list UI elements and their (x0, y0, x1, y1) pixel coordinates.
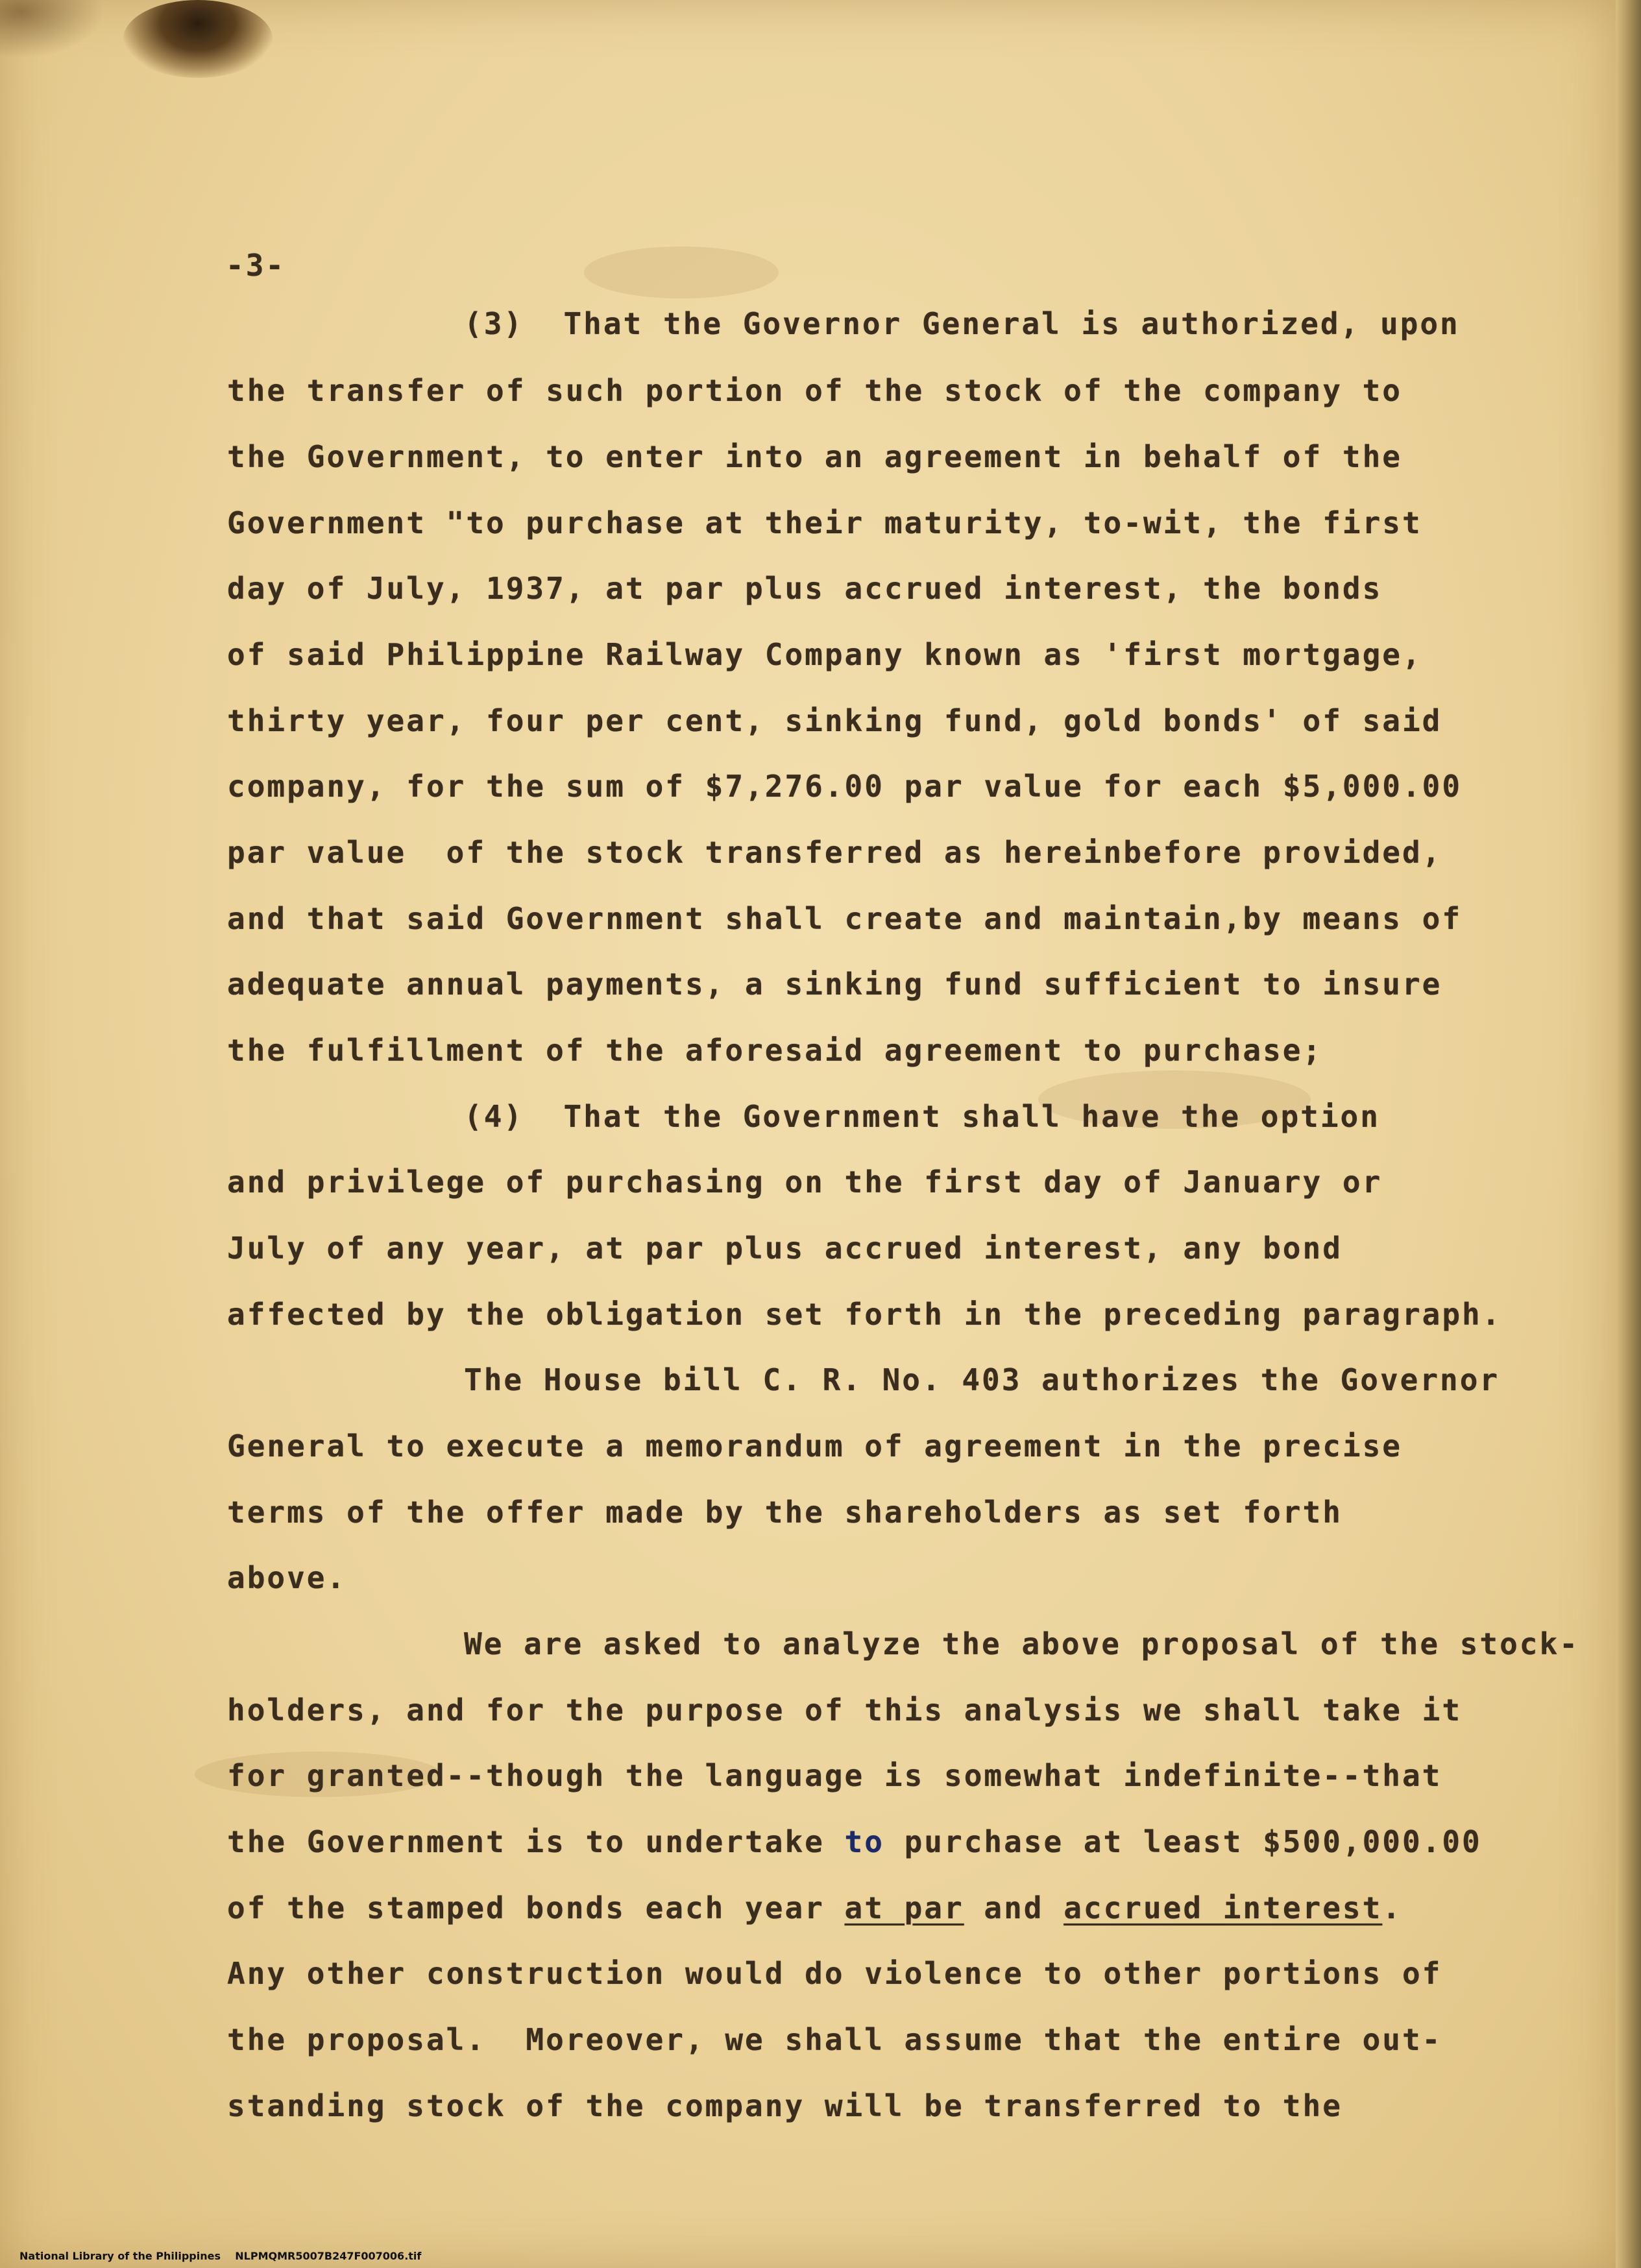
underlined-phrase: accrued interest (1064, 1890, 1383, 1925)
text-segment: and (964, 1890, 1064, 1925)
archive-footer: National Library of the Philippines NLPMQMR5007B247F007006.tif (19, 2250, 422, 2262)
text-line: Government "to purchase at their maturity, to-wit, the first (227, 505, 1422, 540)
text-line (227, 1889, 1402, 1927)
text-line: terms of the offer made by the shareholders as set forth (227, 1495, 1343, 1530)
text-line: par value of the stock transferred as hereinbefore provided, (227, 835, 1442, 870)
text-line: above. (227, 1560, 347, 1595)
text-line: The House bill C. R. No. 403 authorizes the Governor (464, 1362, 1500, 1397)
text-line: for granted--though the language is somewhat indefinite--that (227, 1758, 1442, 1793)
text-line: Any other construction would do violence to other portions of (227, 1956, 1442, 1991)
scan-edge (1616, 0, 1641, 2268)
page-marker: -3- (226, 248, 286, 283)
handwritten-insertion: to (844, 1824, 884, 1859)
text-line: (4) That the Government shall have the option (464, 1099, 1380, 1134)
text-line: (3) That the Governor General is authorized, upon (464, 306, 1460, 341)
text-line: thirty year, four per cent, sinking fund, gold bonds' of said (227, 703, 1442, 738)
text-segment: of the stamped bonds each year (227, 1890, 845, 1925)
text-line: standing stock of the company will be transferred to the (227, 2088, 1343, 2123)
text-line (227, 1823, 1482, 1861)
text-line: the Government, to enter into an agreement in behalf of the (227, 439, 1402, 474)
text-line: holders, and for the purpose of this analysis we shall take it (227, 1693, 1463, 1728)
corner-stain (0, 0, 104, 58)
text-line: affected by the obligation set forth in the preceding paragraph. (227, 1297, 1502, 1332)
text-line: of said Philippine Railway Company known as 'first mortgage, (227, 637, 1422, 672)
text-segment: . (1382, 1890, 1402, 1925)
text-line: company, for the sum of $7,276.00 par value for each $5,000.00 (227, 769, 1463, 804)
text-line: General to execute a memorandum of agreement in the precise (227, 1429, 1402, 1464)
text-line: the transfer of such portion of the stock of the company to (227, 373, 1402, 408)
text-line: We are asked to analyze the above proposal of the stock- (464, 1626, 1579, 1661)
burn-mark (123, 0, 273, 78)
text-line: and privilege of purchasing on the first day of January or (227, 1164, 1383, 1200)
text-segment: purchase at least $500,000.00 (884, 1824, 1482, 1859)
text-line: and that said Government shall create and maintain,by means of (227, 901, 1463, 936)
text-line: day of July, 1937, at par plus accrued interest, the bonds (227, 571, 1383, 606)
underlined-phrase: at par (844, 1890, 964, 1925)
text-line: July of any year, at par plus accrued interest, any bond (227, 1231, 1343, 1266)
paper-stain (584, 247, 779, 298)
text-line: the fulfillment of the aforesaid agreement to purchase; (227, 1033, 1323, 1068)
text-line: the proposal. Moreover, we shall assume that the entire out- (227, 2022, 1442, 2057)
text-segment: the Government is to undertake (227, 1824, 845, 1859)
text-line: adequate annual payments, a sinking fund sufficient to insure (227, 967, 1442, 1002)
